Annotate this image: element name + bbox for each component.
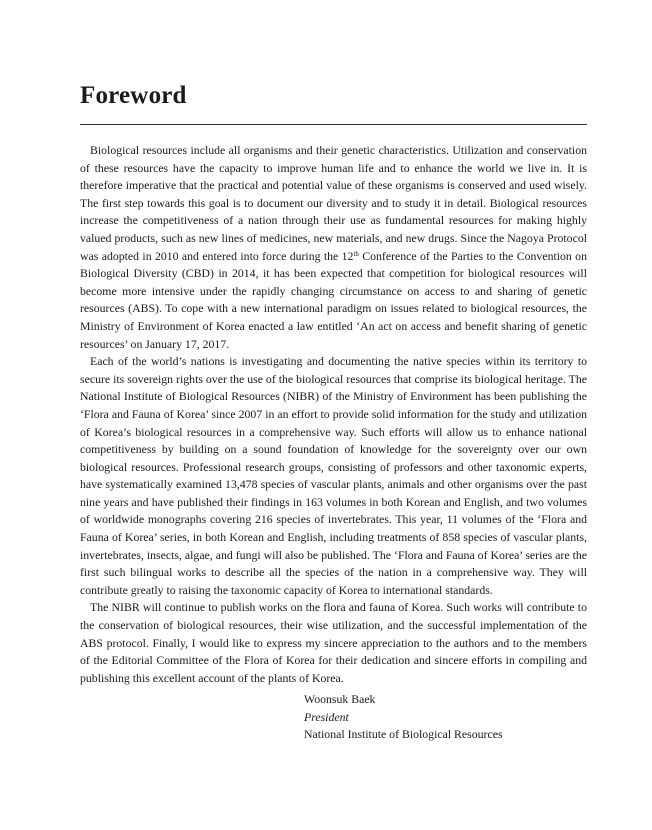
paragraph-3: The NIBR will continue to publish works on the flora and fauna of Korea. Such works will contribute to the conservation of biological resources, their wise utilization, and the successful implementation of the ABS protocol. Finally, I would like to express my sincere appreciation to the authors and to the members of the Editorial Committee of the Flora of Korea for their dedication and sincere efforts in compiling and publishing this excellent account of the plants of Korea. (80, 600, 587, 685)
page-title: Foreword (80, 82, 187, 109)
paragraph-2: Each of the world’s nations is investigating and documenting the native species within its territory to secure its sovereign rights over the use of the biological resources that comprise its biological heritage. The National Institute of Biological Resources (NIBR) of the Ministry of Environment has been publishing the ‘Flora and Fauna of Korea’ since 2007 in an effort to provide solid information for the study and utilization of Korea’s biological resources in a comprehensive way. Such efforts will allow us to enhance national competitiveness by building on a sound foundation of knowledge for the sovereignty over our own biological resources. Professional research groups, consisting of professors and other taxonomic experts, have systematically examined 13,478 species of vascular plants, animals and other organisms over the past nine years and have published their findings in 163 volumes in both Korean and English, and two volumes of worldwide monographs covering 216 species of invertebrates. This year, 11 volumes of the ‘Flora and Fauna of Korea’ series, in both Korean and English, including treatments of 858 species of vascular plants, invertebrates, insects, algae, and fungi will also be published. The ‘Flora and Fauna of Korea’ series are the first such bilingual works to describe all the species of the nation in a comprehensive way. They will contribute greatly to raising the taxonomic capacity of Korea to international standards. (80, 354, 587, 597)
paragraph-1 (80, 142, 587, 353)
title-divider (80, 124, 587, 125)
ordinal-superscript: th (353, 249, 359, 258)
paragraph-1-part-1: Biological resources include all organisms and their genetic characteristics. Utilization and conservation of these resources have the capacity to improve human life and to enhance the world we live in. It is therefore imperative that the practical and potential value of these organisms is conserved and used wisely. The first step towards this goal is to document our diversity and to study it in detail. Biological resources increase the competitiveness of a nation through their use as fundamental resources for making highly valued products, such as new lines of medicines, new materials, and new drugs. Since the Nagoya Protocol was adopted in 2010 and entered into force during the 12 (80, 143, 587, 263)
foreword-body (80, 142, 587, 687)
signature-block (304, 691, 503, 744)
signatory-title: President (304, 709, 349, 724)
signatory-organization: National Institute of Biological Resources (304, 727, 503, 742)
paragraph-1-part-2: Conference of the Parties to the Convention on Biological Diversity (CBD) in 2014, it has been expected that competition for biological resources will become more intensive under the rapidly changing circumstance on access to and sharing of genetic resources (ABS). To cope with a new international paradigm on issues related to biological resources, the Ministry of Environment of Korea enacted a law entitled ‘An act on access and benefit sharing of genetic resources’ on January 17, 2017. (80, 248, 587, 351)
signatory-name: Woonsuk Baek (304, 692, 376, 706)
